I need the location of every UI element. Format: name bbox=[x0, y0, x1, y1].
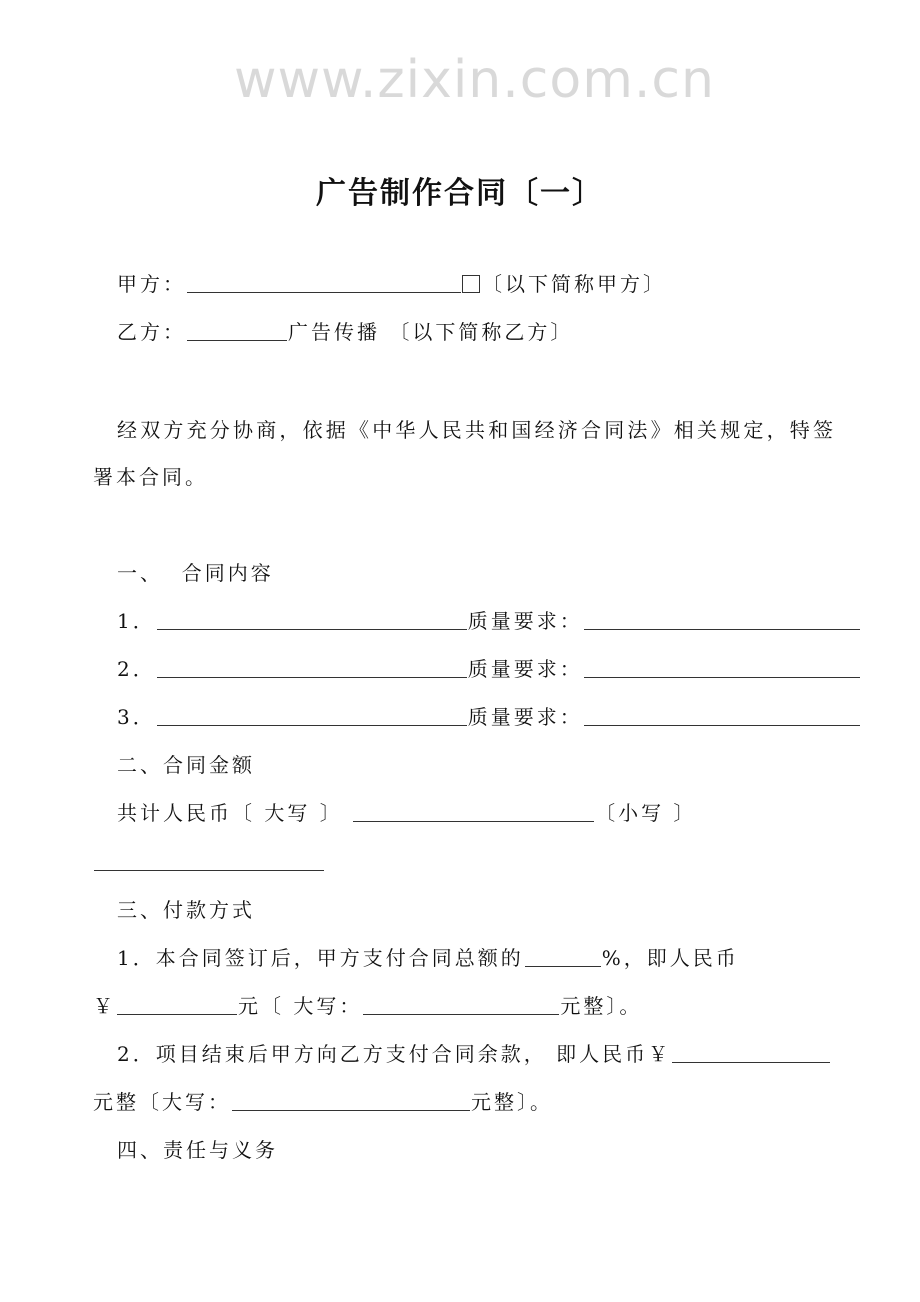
payment-1-text: 元整〕。 bbox=[560, 994, 643, 1018]
quality-blank[interactable] bbox=[584, 657, 860, 678]
section4-heading: 四、责任与义务 bbox=[117, 1138, 278, 1162]
percent-blank[interactable] bbox=[525, 946, 601, 967]
payment-2-line-2 bbox=[93, 1090, 553, 1114]
section3-heading: 三、付款方式 bbox=[117, 898, 255, 922]
payment-1-text: 1．本合同签订后，甲方支付合同总额的 bbox=[117, 946, 524, 970]
balance-uppercase-blank[interactable] bbox=[232, 1090, 470, 1111]
quality-label: 质量要求： bbox=[467, 705, 583, 729]
payment-1-line-1 bbox=[117, 946, 739, 970]
payment-2-text: 元整〕。 bbox=[471, 1090, 553, 1114]
amount-blank[interactable] bbox=[117, 994, 237, 1015]
party-a-label: 甲方： bbox=[117, 272, 186, 296]
payment-1-text: %，即人民币 bbox=[601, 946, 739, 970]
item-number: 2． bbox=[117, 657, 156, 681]
checkbox-icon[interactable] bbox=[462, 275, 480, 293]
party-a-line bbox=[117, 272, 666, 296]
item-number: 3． bbox=[117, 705, 156, 729]
intro-line-2: 署本合同。 bbox=[93, 465, 208, 489]
total-lowercase-blank[interactable] bbox=[94, 850, 324, 871]
amount-uppercase-blank[interactable] bbox=[363, 994, 559, 1015]
content-item-3 bbox=[117, 705, 861, 729]
quality-label: 质量要求： bbox=[467, 609, 583, 633]
party-a-suffix: 〔以下简称甲方〕 bbox=[482, 272, 666, 296]
payment-1-line-2 bbox=[93, 994, 642, 1018]
yen-symbol: ￥ bbox=[93, 994, 116, 1018]
total-amount-line bbox=[117, 801, 696, 825]
party-b-blank[interactable] bbox=[187, 320, 287, 341]
payment-1-text: 元〔 大写： bbox=[238, 994, 363, 1018]
item-number: 1． bbox=[117, 609, 156, 633]
quality-blank[interactable] bbox=[584, 705, 860, 726]
content-item-2 bbox=[117, 657, 861, 681]
item-blank[interactable] bbox=[157, 705, 467, 726]
total-lowercase-label: 〔小写 〕 bbox=[595, 801, 697, 825]
total-uppercase-label: 共计人民币〔 大写 〕 bbox=[117, 801, 343, 825]
item-blank[interactable] bbox=[157, 609, 467, 630]
party-a-blank[interactable] bbox=[187, 272, 461, 293]
total-lowercase-line bbox=[93, 850, 325, 874]
content-item-1 bbox=[117, 609, 861, 633]
quality-label: 质量要求： bbox=[467, 657, 583, 681]
payment-2-line-1 bbox=[117, 1042, 831, 1066]
party-b-name: 广告传播 bbox=[288, 320, 380, 344]
section1-heading: 一、 合同内容 bbox=[117, 561, 274, 585]
party-b-suffix: 〔以下简称乙方〕 bbox=[389, 320, 574, 344]
party-b-label: 乙方： bbox=[117, 320, 186, 344]
item-blank[interactable] bbox=[157, 657, 467, 678]
document-title: 广告制作合同〔一〕 bbox=[316, 176, 604, 211]
balance-blank[interactable] bbox=[672, 1042, 830, 1063]
intro-line-1: 经双方充分协商，依据《中华人民共和国经济合同法》相关规定，特签 bbox=[117, 418, 837, 442]
payment-2-text: 2．项目结束后甲方向乙方支付合同余款， 即人民币￥ bbox=[117, 1042, 672, 1066]
quality-blank[interactable] bbox=[584, 609, 860, 630]
total-uppercase-blank[interactable] bbox=[353, 801, 594, 822]
party-b-line bbox=[117, 320, 573, 344]
payment-2-text: 元整〔大写： bbox=[93, 1090, 231, 1114]
watermark: www.zixin.com.cn bbox=[234, 50, 715, 110]
section2-heading: 二、合同金额 bbox=[117, 753, 255, 777]
